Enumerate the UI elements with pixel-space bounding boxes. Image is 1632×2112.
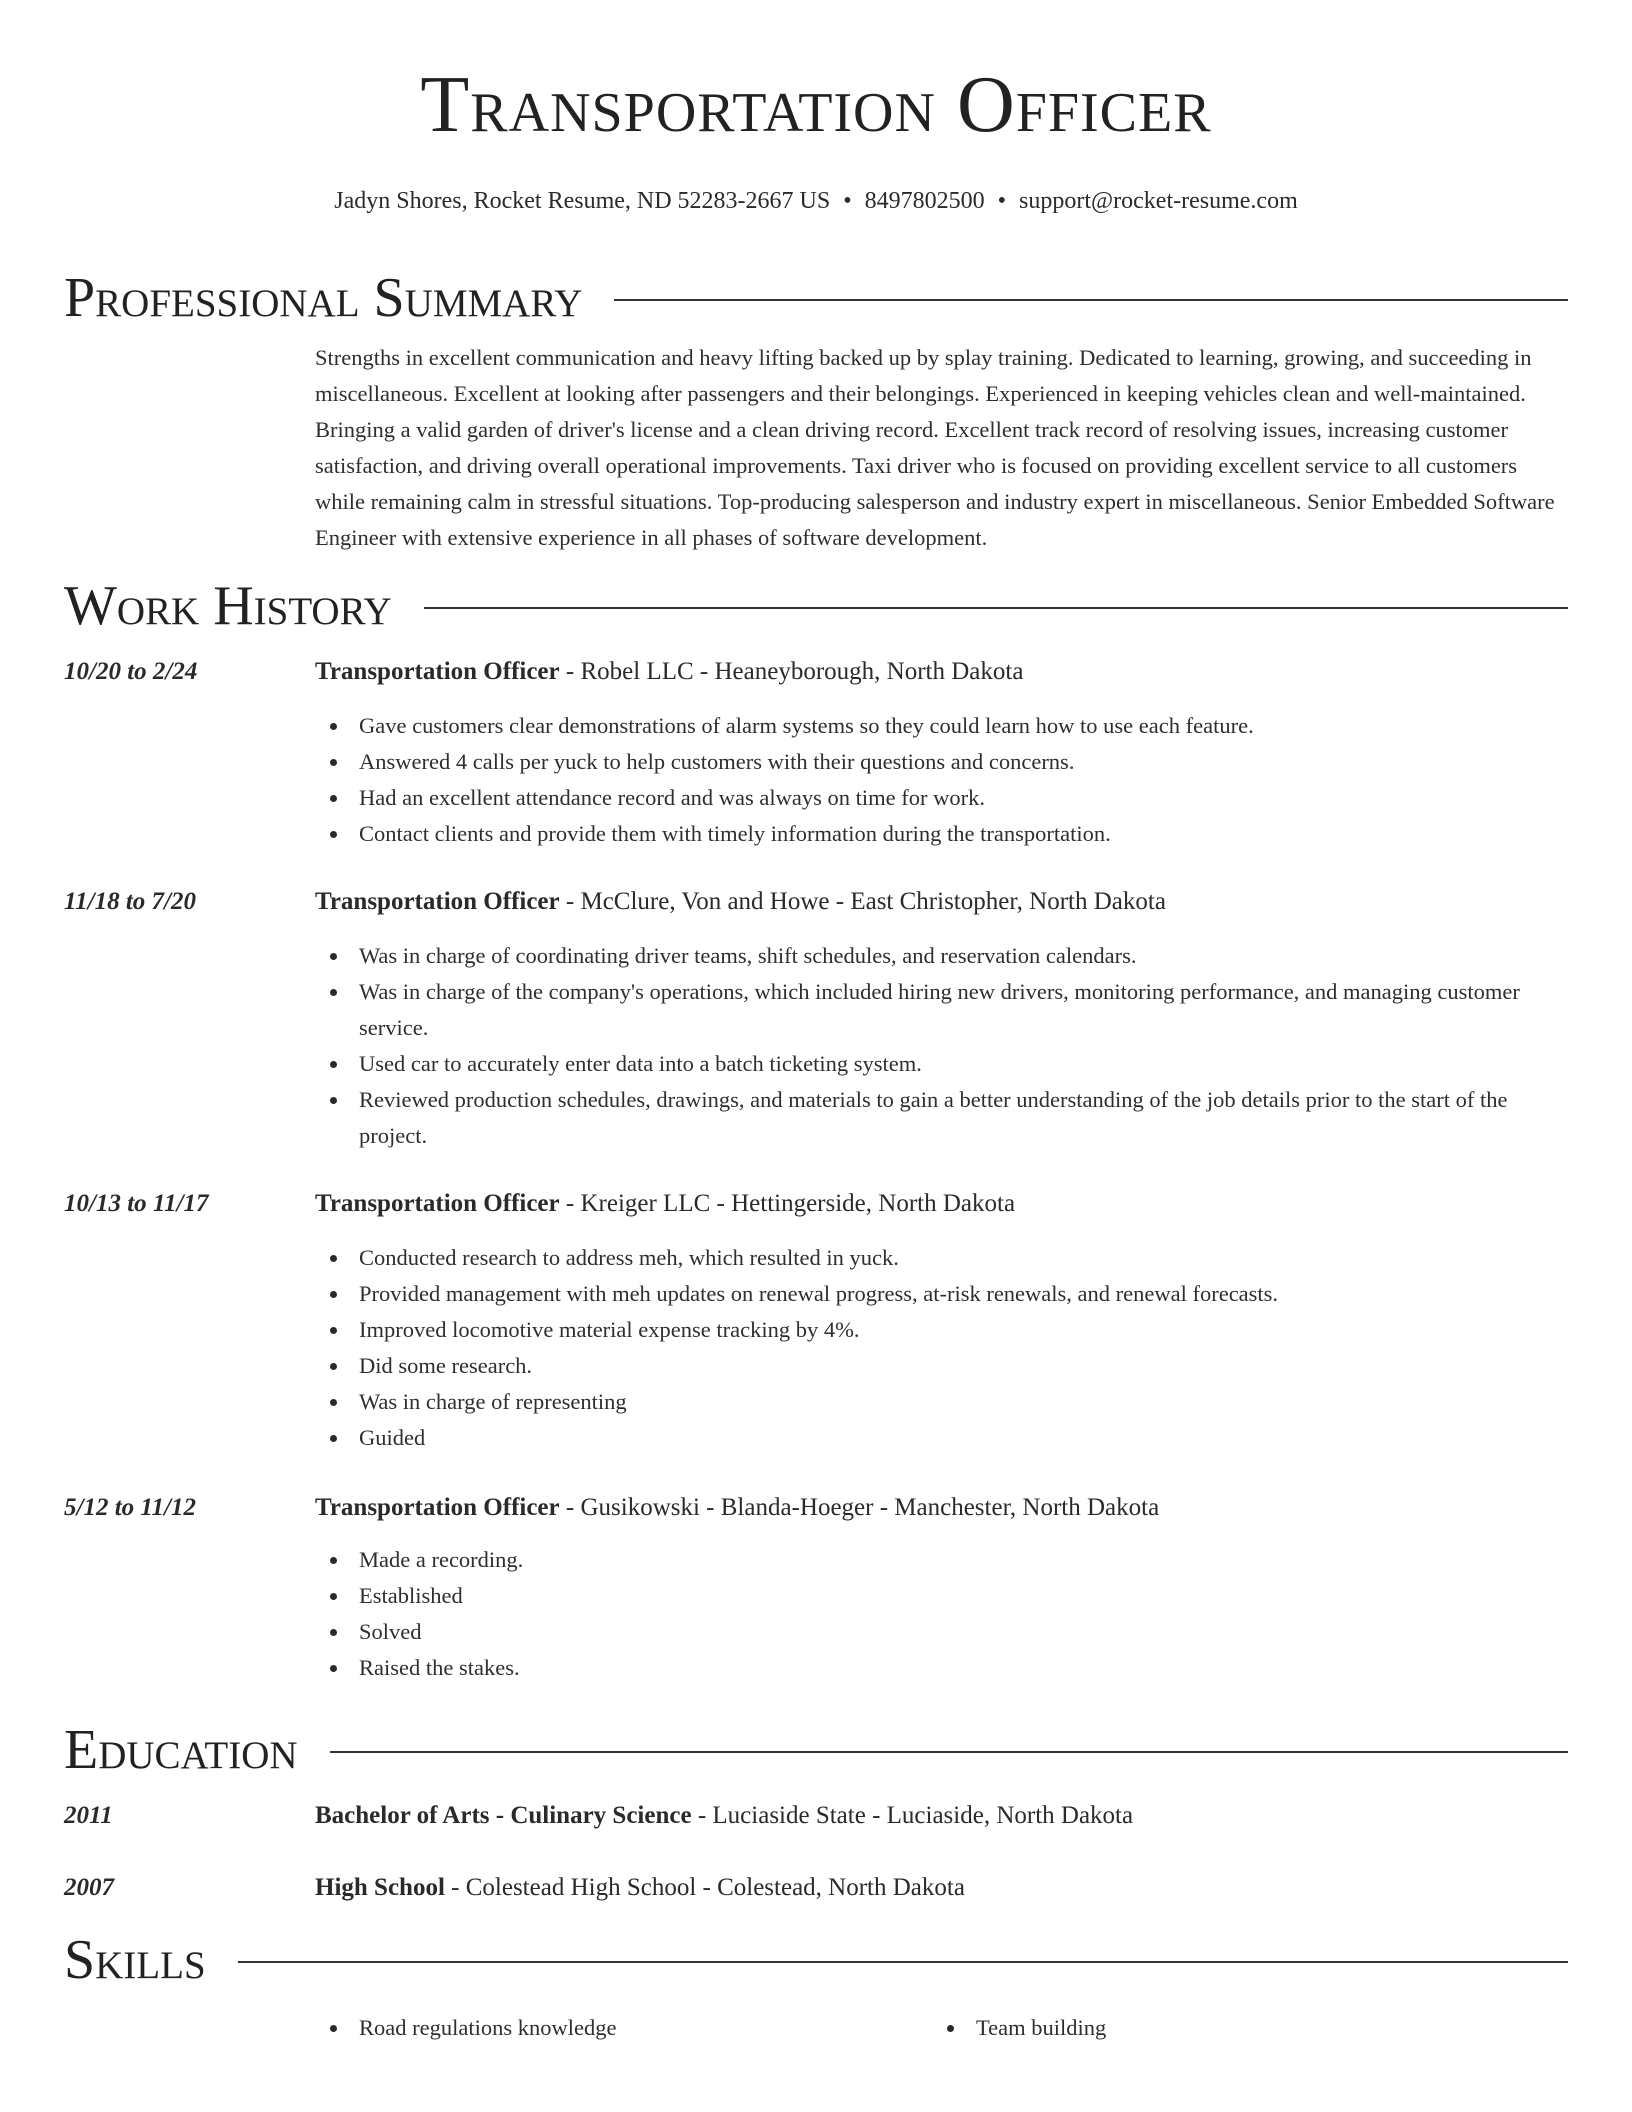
list-item: Solved bbox=[315, 1614, 1568, 1650]
list-item: Was in charge of coordinating driver teams, shift schedules, and reservation calendars. bbox=[315, 938, 1568, 974]
section-heading-education bbox=[64, 1718, 1568, 1782]
job-dates: 10/13 to 11/17 bbox=[64, 1190, 209, 1217]
education-entry bbox=[64, 1870, 1568, 1906]
job-title-line bbox=[315, 1490, 1159, 1526]
section-title: Skills bbox=[64, 1929, 206, 1991]
job-title: Transportation Officer bbox=[315, 1190, 560, 1217]
job-entry bbox=[64, 1490, 1568, 1686]
contact-separator: • bbox=[843, 188, 852, 214]
skills-column-right bbox=[932, 2010, 1549, 2046]
job-bullets bbox=[315, 1542, 1568, 1686]
job-employer: - Gusikowski - Blanda-Hoeger - Manchester, North Dakota bbox=[559, 1494, 1160, 1521]
education-year: 2011 bbox=[64, 1802, 113, 1829]
job-dates: 11/18 to 7/20 bbox=[64, 888, 196, 915]
job-employer: - Kreiger LLC - Hettingerside, North Dakota bbox=[559, 1190, 1016, 1217]
job-title-line bbox=[315, 1186, 1015, 1222]
job-bullets bbox=[315, 708, 1568, 852]
skill-item: Road regulations knowledge bbox=[315, 2010, 932, 2046]
section-divider bbox=[614, 299, 1568, 301]
education-entry bbox=[64, 1798, 1568, 1834]
section-heading-work-history bbox=[64, 574, 1568, 638]
summary-text: Strengths in excellent communication and heavy lifting backed up by splay training. Dedicated to learning, growing, and succeeding in miscellaneous. Excellent at looking after passengers and their belongings. Experienced in keeping vehicles clean and well-maintained. Bringing a valid garden of driver's license and a clean driving record. Excellent track record of resolving issues, increasing customer satisfaction, and driving overall operational improvements. Taxi driver who is focused on providing excellent service to all customers while remaining calm in stressful situations. Top-producing salesperson and industry expert in miscellaneous. Senior Embedded Software Engineer with extensive experience in all phases of software development. bbox=[315, 345, 1555, 550]
education-degree: High School bbox=[315, 1874, 445, 1901]
job-bullets bbox=[315, 1240, 1568, 1456]
list-item: Improved locomotive material expense tracking by 4%. bbox=[315, 1312, 1568, 1348]
job-entry bbox=[64, 884, 1568, 1154]
list-item: Raised the stakes. bbox=[315, 1650, 1568, 1686]
job-employer: - McClure, Von and Howe - East Christopher, North Dakota bbox=[559, 888, 1166, 915]
section-heading-summary bbox=[64, 266, 1568, 330]
contact-email: support@rocket-resume.com bbox=[1019, 188, 1298, 214]
job-dates: 5/12 to 11/12 bbox=[64, 1494, 196, 1521]
list-item: Was in charge of representing bbox=[315, 1384, 1568, 1420]
section-heading-skills bbox=[64, 1928, 1568, 1992]
education-year: 2007 bbox=[64, 1874, 114, 1901]
contact-separator: • bbox=[997, 188, 1007, 214]
contact-address: Jadyn Shores, Rocket Resume, ND 52283-2667 US bbox=[334, 188, 831, 214]
list-item: Established bbox=[315, 1578, 1568, 1614]
list-item: Gave customers clear demonstrations of alarm systems so they could learn how to use each feature. bbox=[315, 708, 1568, 744]
list-item: Guided bbox=[315, 1420, 1568, 1456]
list-item: Was in charge of the company's operations, which included hiring new drivers, monitoring performance, and managing customer service. bbox=[315, 974, 1568, 1046]
job-entry bbox=[64, 654, 1568, 852]
list-item: Provided management with meh updates on renewal progress, at-risk renewals, and renewal forecasts. bbox=[315, 1276, 1568, 1312]
contact-phone: 8497802500 bbox=[864, 188, 985, 214]
education-school: - Luciaside State - Luciaside, North Dakota bbox=[691, 1802, 1134, 1829]
skill-item: Team building bbox=[932, 2010, 1549, 2046]
section-divider bbox=[424, 607, 1568, 609]
education-line bbox=[315, 1798, 1133, 1834]
section-title: Work History bbox=[64, 575, 392, 637]
section-title: Education bbox=[64, 1719, 298, 1781]
list-item: Used car to accurately enter data into a batch ticketing system. bbox=[315, 1046, 1568, 1082]
list-item: Did some research. bbox=[315, 1348, 1568, 1384]
list-item: Reviewed production schedules, drawings, and materials to gain a better understanding of the job details prior to the start of the project. bbox=[315, 1082, 1568, 1154]
contact-line bbox=[64, 186, 1568, 216]
job-entry bbox=[64, 1186, 1568, 1456]
education-degree: Bachelor of Arts - Culinary Science bbox=[315, 1802, 692, 1829]
section-divider bbox=[238, 1961, 1568, 1963]
skills-list bbox=[315, 2010, 1568, 2046]
resume-name: Transportation Officer bbox=[420, 61, 1212, 149]
skills-column-left bbox=[315, 2010, 932, 2046]
list-item: Had an excellent attendance record and was always on time for work. bbox=[315, 780, 1568, 816]
job-bullets bbox=[315, 938, 1568, 1154]
education-school: - Colestead High School - Colestead, North Dakota bbox=[444, 1874, 965, 1901]
job-dates: 10/20 to 2/24 bbox=[64, 658, 198, 685]
list-item: Contact clients and provide them with timely information during the transportation. bbox=[315, 816, 1568, 852]
list-item: Made a recording. bbox=[315, 1542, 1568, 1578]
job-title-line bbox=[315, 654, 1023, 690]
list-item: Conducted research to address meh, which resulted in yuck. bbox=[315, 1240, 1568, 1276]
job-title: Transportation Officer bbox=[315, 888, 560, 915]
job-title-line bbox=[315, 884, 1166, 920]
section-divider bbox=[330, 1751, 1568, 1753]
list-item: Answered 4 calls per yuck to help customers with their questions and concerns. bbox=[315, 744, 1568, 780]
section-title: Professional Summary bbox=[64, 267, 583, 329]
job-title: Transportation Officer bbox=[315, 658, 560, 685]
job-title: Transportation Officer bbox=[315, 1494, 560, 1521]
education-line bbox=[315, 1870, 965, 1906]
job-employer: - Robel LLC - Heaneyborough, North Dakota bbox=[559, 658, 1024, 685]
